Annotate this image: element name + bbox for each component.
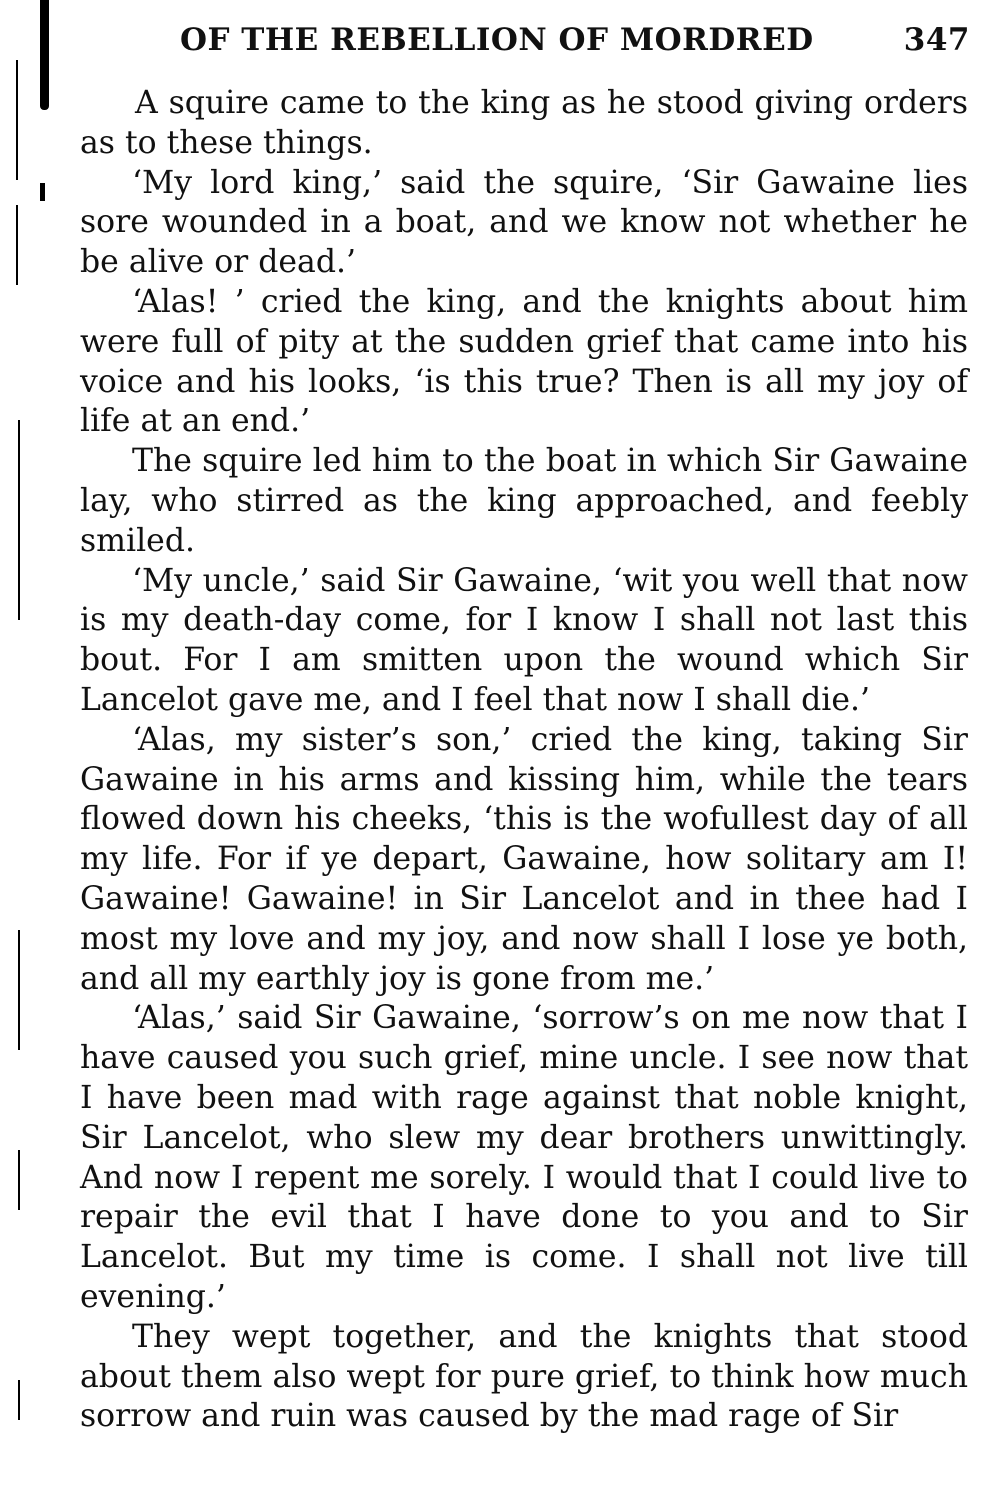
running-head: OF THE REBELLION OF MORDRED bbox=[180, 22, 814, 58]
paragraph: ‘Alas,’ said Sir Gawaine, ‘sorrow’s on me now that I have caused you such grief, mine uncle. I see now that I have been mad with rage against that noble knight, Sir Lancelot, who slew my dear brothers unwittingly. And now I repent me sorely. I would that I could live to repair the evil that I have done to you and to Sir Lancelot. But my time is come. I shall not live till evening.’ bbox=[80, 1000, 968, 1315]
page-edge-line bbox=[16, 60, 18, 180]
paragraph: ‘My uncle,’ said Sir Gawaine, ‘wit you well that now is my death-day come, for I know I shall not last this bout. For I am smitten upon the wound which Sir Lancelot gave me, and I feel that now I shall die.’ bbox=[80, 562, 968, 718]
page-edge-line bbox=[18, 1150, 20, 1210]
body-text bbox=[80, 84, 968, 1437]
paragraph: ‘My lord king,’ said the squire, ‘Sir Gawaine lies sore wounded in a boat, and we know not whether he be alive or dead.’ bbox=[80, 164, 968, 281]
page-number: 347 bbox=[903, 22, 970, 58]
paragraph: The squire led him to the boat in which Sir Gawaine lay, who stirred as the king approached, and feebly smiled. bbox=[80, 443, 968, 559]
page-edge-line bbox=[16, 205, 18, 285]
paragraph: They wept together, and the knights that stood about them also wept for pure grief, to think how much sorrow and ruin was caused by the mad rage of Sir bbox=[80, 1318, 968, 1435]
page-header bbox=[180, 22, 970, 62]
paragraph: ‘Alas, my sister’s son,’ cried the king, taking Sir Gawaine in his arms and kissing him, while the tears flowed down his cheeks, ‘this is the wofullest day of all my life. For if ye depart, Gawaine, how solitary am I! Gawaine! Gawaine! in Sir Lancelot and in thee had I most my love and my joy, and now shall I lose ye both, and all my earthly joy is gone from me.’ bbox=[80, 721, 968, 997]
page-edge-line bbox=[18, 930, 20, 1050]
ink-speck bbox=[40, 183, 45, 201]
page-edge-line bbox=[18, 1380, 20, 1420]
binding-edge-mark bbox=[40, 0, 49, 110]
page-edge-line bbox=[18, 420, 20, 620]
paragraph: ‘Alas! ’ cried the king, and the knights about him were full of pity at the sudden grief that came into his voice and his looks, ‘is this true? Then is all my joy of life at an end.’ bbox=[80, 283, 968, 440]
paragraph: A squire came to the king as he stood giving orders as to these things. bbox=[80, 85, 968, 161]
